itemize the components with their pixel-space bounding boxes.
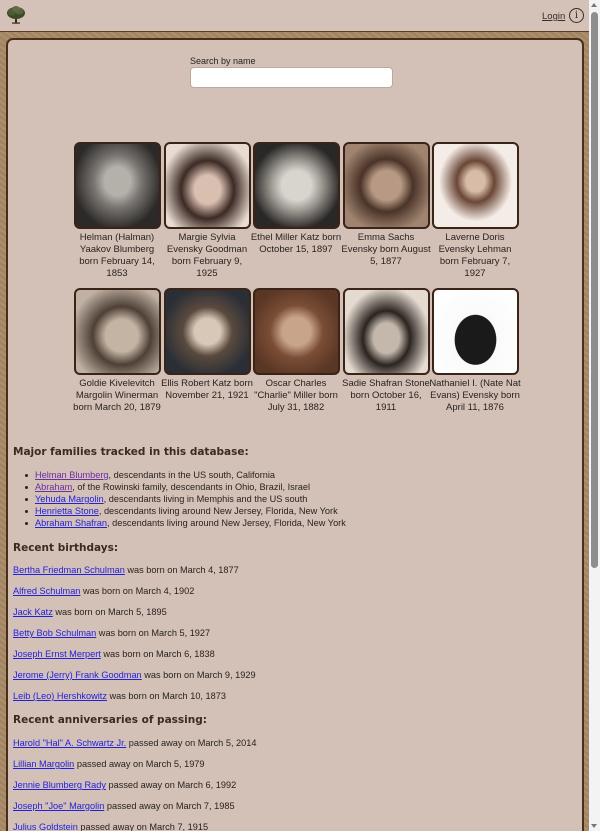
person-card[interactable] <box>338 142 434 268</box>
person-photo[interactable] <box>74 288 161 375</box>
person-link[interactable]: Betty Bob Schulman <box>13 628 97 638</box>
person-caption: Helman (Halman) Yaakov Blumberg born February 14, 1853 <box>79 232 155 279</box>
person-photo[interactable] <box>432 288 519 375</box>
anniversary-item <box>13 822 208 831</box>
family-link[interactable]: Henrietta Stone <box>35 506 99 516</box>
family-description: , descendants living in Memphis and the US south <box>103 494 308 504</box>
birthdays-heading: Recent birthdays: <box>13 542 119 554</box>
anniversary-text: passed away on March 7, 1915 <box>77 822 209 831</box>
family-item <box>35 469 346 481</box>
person-card[interactable] <box>159 288 255 402</box>
person-card[interactable] <box>427 142 523 280</box>
anniversary-item <box>13 738 257 748</box>
person-photo[interactable] <box>164 288 251 375</box>
birthday-text: was born on March 5, 1895 <box>52 607 167 617</box>
person-caption: Ellis Robert Katz born November 21, 1921 <box>161 378 253 401</box>
family-item <box>35 493 346 505</box>
vertical-scrollbar[interactable] <box>589 0 600 831</box>
person-link[interactable]: Jerome (Jerry) Frank Goodman <box>13 670 142 680</box>
search-label: Search by name <box>190 56 256 66</box>
person-photo[interactable] <box>253 288 340 375</box>
person-caption: Ethel Miller Katz born October 15, 1897 <box>250 232 342 255</box>
anniversary-text: passed away on March 7, 1985 <box>104 801 235 811</box>
anniversary-text: passed away on March 6, 1992 <box>105 780 237 790</box>
person-link[interactable]: Leib (Leo) Hershkowitz <box>13 691 107 701</box>
family-link[interactable]: Abraham Shafran <box>35 518 108 528</box>
birthday-text: was born on March 4, 1902 <box>80 586 195 596</box>
person-caption: Goldie Kivelevitch Margolin Winerman born March 20, 1879 <box>73 378 161 413</box>
birthday-item <box>13 586 194 596</box>
scroll-down-arrow-icon[interactable] <box>591 824 597 828</box>
person-card[interactable] <box>248 142 344 256</box>
anniversaries-heading: Recent anniversaries of passing: <box>13 714 207 726</box>
person-card[interactable] <box>159 142 255 280</box>
person-caption: Margie Sylvia Evensky Goodman born February 9, 1925 <box>166 232 248 279</box>
family-description: , of the Rowinski family, descendants in Ohio, Brazil, Israel <box>72 482 311 492</box>
person-photo[interactable] <box>432 142 519 229</box>
anniversary-text: passed away on March 5, 2014 <box>126 738 257 748</box>
person-photo[interactable] <box>343 288 430 375</box>
birthday-item <box>13 649 215 659</box>
birthday-text: was born on March 5, 1927 <box>96 628 211 638</box>
search-input[interactable] <box>190 67 393 88</box>
families-heading: Major families tracked in this database: <box>13 446 249 458</box>
family-description: , descendants living around New Jersey, Florida, New York <box>98 506 338 516</box>
person-photo[interactable] <box>253 142 340 229</box>
family-description: , descendants living around New Jersey, Florida, New York <box>107 518 346 528</box>
login-link[interactable]: Login <box>542 11 566 22</box>
person-link[interactable]: Julius Goldstein <box>13 822 78 831</box>
person-caption: Oscar Charles "Charlie" Miller born July 31, 1882 <box>254 378 338 413</box>
person-card[interactable] <box>338 288 434 414</box>
person-card[interactable] <box>248 288 344 414</box>
family-link[interactable]: Abraham <box>35 482 73 492</box>
top-bar <box>0 0 589 33</box>
person-card[interactable] <box>69 288 165 414</box>
person-photo[interactable] <box>343 142 430 229</box>
person-link[interactable]: Jennie Blumberg Rady <box>13 780 106 790</box>
person-link[interactable]: Joseph Ernst Merpert <box>13 649 101 659</box>
person-photo[interactable] <box>74 142 161 229</box>
birthday-item <box>13 670 256 680</box>
person-caption: Nathaniel I. (Nate Nat Evans) Evensky born April 11, 1876 <box>429 378 521 413</box>
birthday-text: was born on March 10, 1873 <box>106 691 226 701</box>
families-list <box>35 469 346 529</box>
family-link[interactable]: Helman Blumberg <box>35 470 109 480</box>
family-item <box>35 481 346 493</box>
anniversary-item <box>13 759 205 769</box>
family-description: , descendants in the US south, California <box>108 470 276 480</box>
family-link[interactable]: Yehuda Margolin <box>35 494 104 504</box>
birthday-item <box>13 607 167 617</box>
anniversary-item <box>13 801 235 811</box>
anniversary-text: passed away on March 5, 1979 <box>74 759 205 769</box>
tree-icon[interactable] <box>5 4 27 26</box>
birthday-item <box>13 691 226 701</box>
scroll-up-arrow-icon[interactable] <box>591 3 597 7</box>
birthday-text: was born on March 6, 1838 <box>100 649 215 659</box>
scrollbar-thumb[interactable] <box>591 12 598 568</box>
birthday-item <box>13 565 239 575</box>
person-caption: Sadie Shafran Stone born October 16, 1911 <box>342 378 430 413</box>
person-card[interactable] <box>427 288 523 414</box>
info-icon[interactable]: i <box>569 8 584 23</box>
person-link[interactable]: Lillian Margolin <box>13 759 75 769</box>
birthday-text: was born on March 9, 1929 <box>141 670 256 680</box>
person-link[interactable]: Alfred Schulman <box>13 586 81 596</box>
person-card[interactable] <box>69 142 165 280</box>
family-item <box>35 505 346 517</box>
person-link[interactable]: Joseph "Joe" Margolin <box>13 801 105 811</box>
birthday-item <box>13 628 210 638</box>
person-caption: Laverne Doris Evensky Lehman born February 7, 1927 <box>438 232 512 279</box>
anniversary-item <box>13 780 236 790</box>
person-link[interactable]: Jack Katz <box>13 607 53 617</box>
birthday-text: was born on March 4, 1877 <box>124 565 239 575</box>
family-item <box>35 517 346 529</box>
person-link[interactable]: Harold "Hal" A. Schwartz Jr. <box>13 738 127 748</box>
person-photo[interactable] <box>164 142 251 229</box>
person-caption: Emma Sachs Evensky born August 5, 1877 <box>341 232 431 267</box>
person-link[interactable]: Bertha Friedman Schulman <box>13 565 125 575</box>
